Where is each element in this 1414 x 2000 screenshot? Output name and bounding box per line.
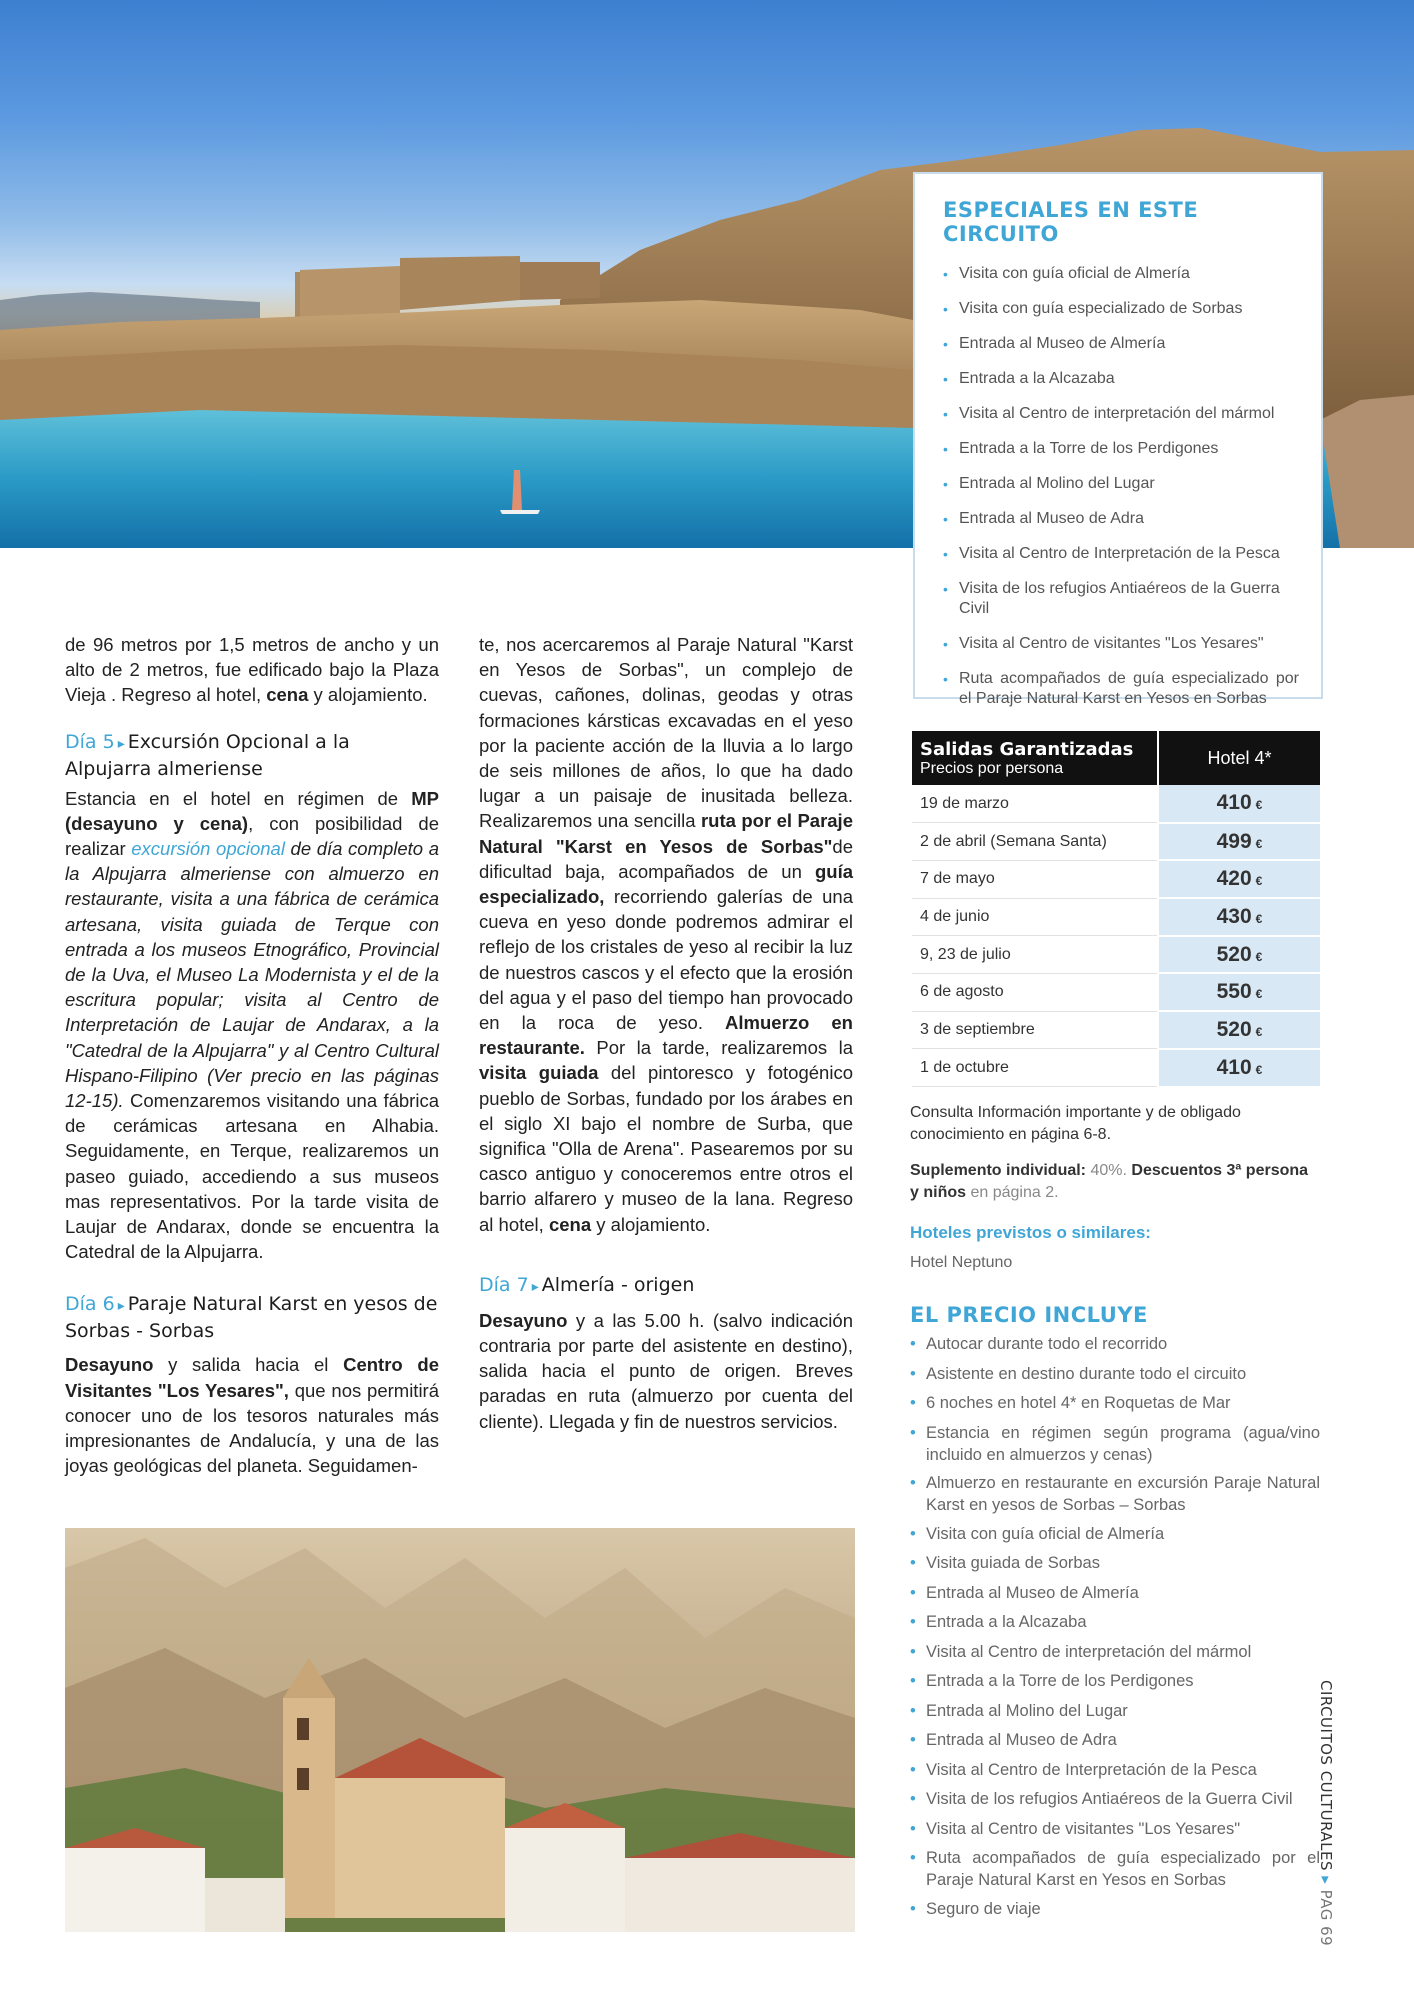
day6-continued-paragraph: te, nos acercaremos al Paraje Natural "Karst en Yesos de Sorbas", un complejo de cuevas, cañones, dolinas, geodas y otras formaciones kársticas excavadas en el yeso por la paciente acción de la lluvia a lo largo de seis millones de años, lo que ha dado lugar a un paisaje de inusitada belleza. Realizaremos una sencilla ruta por el Paraje Natural "Karst en Yesos de Sorbas"de dificultad baja, acompañados de un guía especializado, recorriendo galerías de una cueva en yeso donde podremos admirar el reflejo de los cristales de yeso al recibir la luz de nuestros cascos y el efecto que la erosión del agua y el paso del tiempo han provocado en la roca de yeso. Almuerzo en restaurante. Por la tarde, realizaremos la visita guiada del pintoresco y fotogénico pueblo de Sorbas, fundado por los árabes en el siglo XI bajo el nombre de Surba, que significa "Olla de Arena". Pasearemos por su casco antiguo y conoceremos entre otros el barrio alfarero y museo de la lana. Regreso al hotel, cena y alojamiento. [479, 634, 853, 1235]
specials-item: • Visita al Centro de visitantes "Los Yesares" [943, 635, 1264, 652]
list-item: • Entrada a la Alcazaba [910, 1611, 1320, 1634]
list-item: • Visita guiada de Sorbas [910, 1552, 1320, 1575]
table-row: 2 de abril (Semana Santa) 499 € [912, 823, 1320, 861]
arrow-right-icon: ▸ [1317, 1876, 1335, 1885]
bullet-icon: • [943, 671, 948, 687]
list-item: • Entrada al Museo de Adra [910, 1729, 1320, 1752]
bullet-icon: • [910, 1335, 916, 1353]
specials-item: • Visita con guía oficial de Almería [943, 265, 1190, 282]
includes-title: EL PRECIO INCLUYE [910, 1303, 1148, 1327]
list-item: • Autocar durante todo el recorrido [910, 1333, 1320, 1356]
list-item: • Visita de los refugios Antiaéreos de la Guerra Civil [910, 1788, 1320, 1811]
section-side-label: CIRCUITOS CULTURALES ▸ PAG 69 [1317, 1680, 1335, 1947]
specials-item: • Entrada al Museo de Adra [943, 510, 1145, 527]
bullet-icon: • [910, 1899, 916, 1918]
bullet-icon: • [943, 406, 948, 422]
list-item: • Visita al Centro de interpretación del mármol [910, 1641, 1320, 1664]
arrow-right-icon: ▸ [117, 735, 125, 752]
specials-item: • Entrada al Molino del Lugar [943, 475, 1155, 492]
table-row: 4 de junio 430 € [912, 898, 1320, 936]
optional-excursion-link[interactable]: excursión opcional [131, 838, 285, 860]
bullet-icon: • [910, 1583, 916, 1602]
table-row: 6 de agosto 550 € [912, 973, 1320, 1011]
bullet-icon: • [943, 511, 948, 527]
day7-heading: Día 7 ▸ Almería - origen [479, 1273, 695, 1296]
list-item: • Entrada al Museo de Almería [910, 1582, 1320, 1605]
bullet-icon: • [910, 1819, 916, 1838]
list-item: • Entrada al Molino del Lugar [910, 1700, 1320, 1723]
specials-item: • Visita de los refugios Antiaéreos de la Guerra Civil [943, 580, 1280, 617]
list-item: • Ruta acompañados de guía especializado por el Paraje Natural Karst en Yesos en Sorbas [910, 1849, 1320, 1889]
list-item: • Seguro de viaje [910, 1898, 1320, 1921]
supplement-note: Suplemento individual: 40%. Descuentos 3ª persona y niños en página 2. [910, 1162, 1309, 1201]
specials-item: • Entrada a la Torre de los Perdigones [943, 440, 1219, 457]
table-row: 9, 23 de julio 520 € [912, 936, 1320, 974]
bullet-icon: • [910, 1394, 916, 1412]
text-column-1 [65, 632, 439, 1478]
list-item: • Almuerzo en restaurante en excursión Paraje Natural Karst en yesos de Sorbas – Sorbas [910, 1474, 1320, 1514]
hotels-heading: Hoteles previstos o similares: [910, 1223, 1151, 1242]
specials-title: ESPECIALES EN ESTE CIRCUITO [943, 198, 1199, 246]
village-illustration [65, 1528, 855, 1932]
bullet-icon: • [910, 1760, 916, 1779]
bullet-icon: • [910, 1731, 916, 1749]
info-block [910, 1102, 1320, 1274]
specials-item: • Ruta acompañados de guía especializado por el Paraje Natural Karst en Yesos en Sorbas [943, 670, 1299, 707]
bullet-icon: • [910, 1364, 916, 1383]
arrow-right-icon: ▸ [531, 1278, 539, 1295]
hotel-category-header: Hotel 4* [1158, 731, 1320, 785]
table-row: 7 de mayo 420 € [912, 860, 1320, 898]
table-row: 1 de octubre 410 € [912, 1049, 1320, 1087]
day5-paragraph: Estancia en el hotel en régimen de MP (desayuno y cena), con posibilidad de realizar excursión opcional de día completo a la Alpujarra almeriense con almuerzo en restaurante, visita a una fábrica de cerámica artesana, visita guiada de Terque con entrada a los museos Etnográfico, Provincial de la Uva, el Museo La Modernista y el de la escritura popular; visita al Centro de Interpretación de Laujar de Andarax, a la "Catedral de la Alpujarra" y al Centro Cultural Hispano-Filipino (Ver precio en las páginas 12-15). Comenzaremos visitando una fábrica de cerámicas artesana en Alhabia. Seguidamente, en Terque, realizaremos un paseo guiado, accediendo a sus museos mas representativos. Por la tarde visita de Laujar de Andarax, donde se encuentra la Catedral de la Alpujarra. [65, 787, 439, 1263]
day5-heading: Día 5 ▸ Excursión Opcional a la Alpujarra almeriense [65, 730, 350, 780]
bullet-icon: • [943, 266, 948, 282]
specials-list [943, 264, 1299, 709]
hotel-name: Hotel Neptuno [910, 1254, 1013, 1271]
bullet-icon: • [910, 1849, 916, 1867]
bullet-icon: • [943, 371, 948, 387]
bullet-icon: • [910, 1642, 916, 1661]
bullet-icon: • [943, 476, 948, 492]
bullet-icon: • [910, 1474, 916, 1492]
list-item: • Entrada a la Torre de los Perdigones [910, 1670, 1320, 1693]
day6-heading: Día 6 ▸ Paraje Natural Karst en yesos de Sorbas - Sorbas [65, 1293, 438, 1343]
bullet-icon: • [910, 1524, 916, 1543]
table-row: 3 de septiembre 520 € [912, 1011, 1320, 1049]
specials-item: • Visita al Centro de interpretación del mármol [943, 405, 1275, 422]
bullet-icon: • [910, 1554, 916, 1572]
bullet-icon: • [943, 546, 948, 562]
consulta-note: Consulta Información importante y de obligado conocimiento en página 6-8. [910, 1104, 1241, 1143]
specials-item: • Visita con guía especializado de Sorbas [943, 300, 1243, 317]
intro-paragraph: de 96 metros por 1,5 metros de ancho y un alto de 2 metros, fue edificado bajo la Plaza Vieja . Regreso al hotel, cena y alojamiento. [65, 634, 439, 706]
specials-box [913, 172, 1323, 707]
bullet-icon: • [910, 1613, 916, 1631]
bullet-icon: • [943, 441, 948, 457]
list-item: • Estancia en régimen según programa (agua/vino incluido en almuerzos y cenas) [910, 1423, 1320, 1464]
bullet-icon: • [943, 636, 948, 652]
list-item: • Visita al Centro de Interpretación de la Pesca [910, 1759, 1320, 1782]
arrow-right-icon: ▸ [117, 1298, 125, 1315]
list-item: • 6 noches en hotel 4* en Roquetas de Mar [910, 1392, 1320, 1415]
includes-list [910, 1333, 1320, 1921]
specials-item: • Entrada a la Alcazaba [943, 370, 1115, 387]
specials-item: • Visita al Centro de Interpretación de la Pesca [943, 545, 1280, 562]
bullet-icon: • [943, 581, 948, 597]
price-table [912, 731, 1320, 1088]
day7-paragraph: Desayuno y a las 5.00 h. (salvo indicación contraria por parte del asistente en destino), salida hacia el punto de origen. Breves paradas en ruta (almuerzo por cuenta del cliente). Llegada y fin de nuestros servicios. [479, 1309, 853, 1432]
specials-item: • Entrada al Museo de Almería [943, 335, 1166, 352]
text-column-2 [479, 632, 853, 1434]
village-church-photo [65, 1528, 855, 1932]
list-item: • Visita al Centro de visitantes "Los Yesares" [910, 1818, 1320, 1841]
bullet-icon: • [910, 1672, 916, 1690]
price-table-header: Salidas Garantizadas Precios por persona [912, 731, 1158, 785]
bullet-icon: • [943, 336, 948, 352]
bullet-icon: • [910, 1790, 916, 1808]
day6-paragraph: Desayuno y salida hacia el Centro de Visitantes "Los Yesares", que nos permitirá conocer uno de los tesoros naturales más impresionantes de Andalucía, y una de las joyas geológicas del planeta. Seguidamen- [65, 1354, 440, 1477]
bullet-icon: • [943, 301, 948, 317]
table-row: 19 de marzo 410 € [912, 785, 1320, 823]
price-includes [910, 1303, 1320, 1927]
list-item: • Asistente en destino durante todo el circuito [910, 1363, 1320, 1386]
bullet-icon: • [910, 1423, 916, 1442]
list-item: • Visita con guía oficial de Almería [910, 1523, 1320, 1546]
bullet-icon: • [910, 1701, 916, 1720]
